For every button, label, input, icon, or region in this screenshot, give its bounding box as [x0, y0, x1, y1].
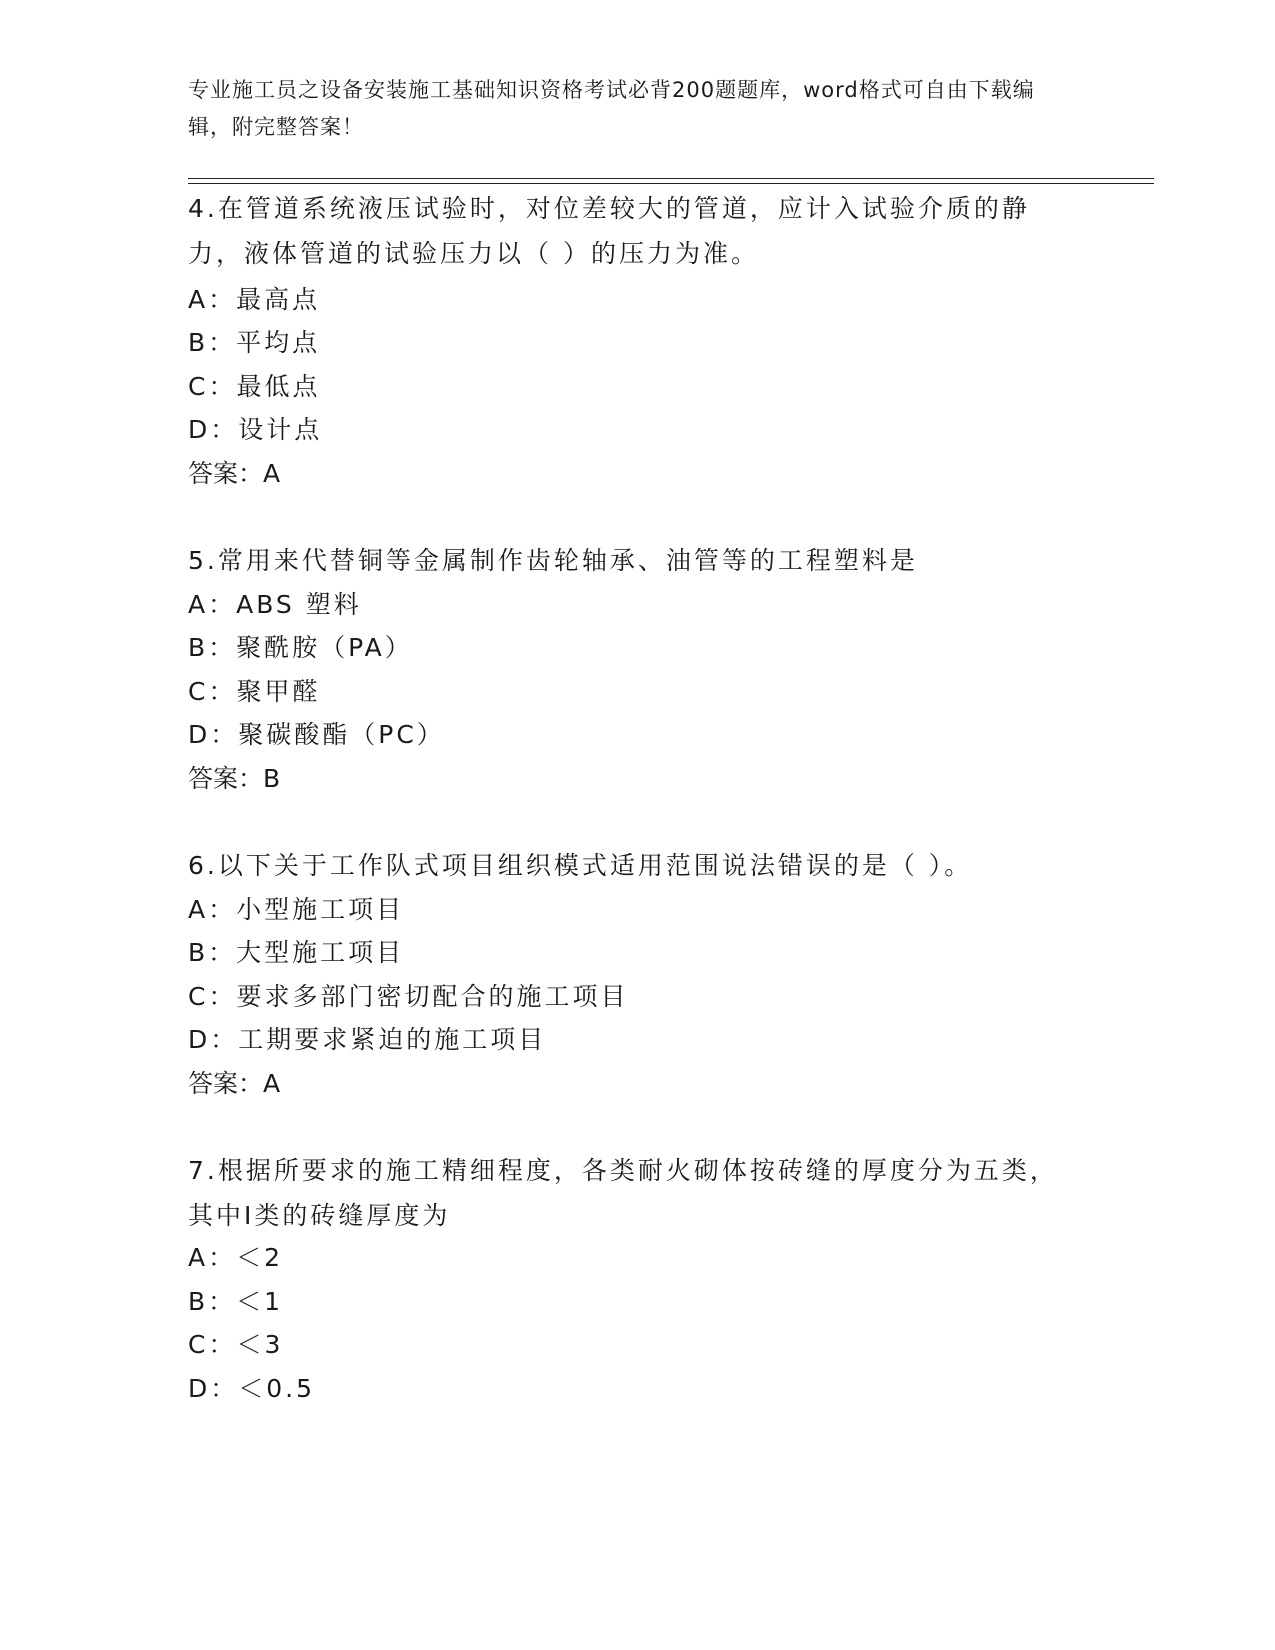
question-7-stem: 7.根据所要求的施工精细程度，各类耐火砌体按砖缝的厚度分为五类，其中Ⅰ类的砖缝厚度为 [188, 1156, 1058, 1230]
question-7-option-a: A：＜2 [188, 1243, 284, 1272]
question-5-option-c: C：聚甲醛 [188, 677, 321, 706]
question-5-option-d: D：聚碳酸酯（PC） [188, 720, 445, 749]
question-4-option-c: C：最低点 [188, 372, 321, 401]
question-6-stem: 6.以下关于工作队式项目组织模式适用范围说法错误的是（ ）。 [188, 851, 973, 880]
question-4-stem: 4.在管道系统液压试验时，对位差较大的管道，应计入试验介质的静力，液体管道的试验压力以（ ）的压力为准。 [188, 194, 1030, 268]
question-6-option-a: A：小型施工项目 [188, 895, 405, 924]
question-7-option-b: B：＜1 [188, 1287, 284, 1316]
question-7-option-c: C：＜3 [188, 1330, 284, 1359]
question-6-answer: 答案：A [188, 1069, 281, 1098]
question-6-option-b: B：大型施工项目 [188, 938, 405, 967]
question-5-option-a: A：ABS 塑料 [188, 590, 362, 619]
question-5-option-b: B：聚酰胺（PA） [188, 633, 413, 662]
question-6-option-d: D：工期要求紧迫的施工项目 [188, 1025, 547, 1054]
question-6-option-c: C：要求多部门密切配合的施工项目 [188, 982, 629, 1011]
question-5-stem: 5.常用来代替铜等金属制作齿轮轴承、油管等的工程塑料是 [188, 546, 918, 575]
question-4-option-d: D：设计点 [188, 415, 323, 444]
question-4-answer: 答案：A [188, 459, 281, 488]
header-divider-bottom [188, 183, 1154, 184]
question-4-option-a: A：最高点 [188, 285, 321, 314]
question-7-option-d: D：＜0.5 [188, 1374, 316, 1403]
question-5-answer: 答案：B [188, 764, 281, 793]
question-4-option-b: B：平均点 [188, 328, 321, 357]
header-divider-top [188, 178, 1154, 179]
document-header: 专业施工员之设备安装施工基础知识资格考试必背200题题库，word格式可自由下载编辑，附完整答案！ [188, 78, 1035, 139]
